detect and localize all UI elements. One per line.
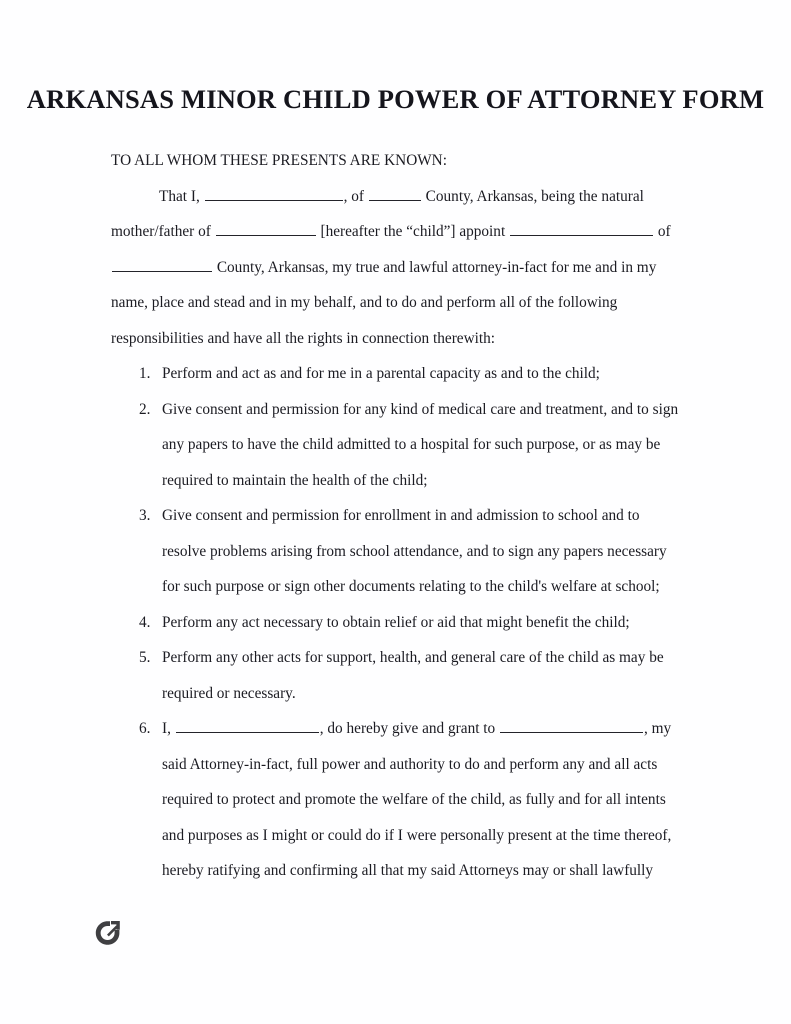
blank-county-2[interactable] [112,257,212,271]
preamble-segment-5: of [657,223,671,240]
clause-item-4 [111,605,681,641]
clause-text: Give consent and permission for any kind of medical care and treatment, and to sign any papers to have the child admitted to a hospital for such purpose, or as may be required to maintain the health of the child; [162,400,679,489]
document-body [111,143,681,889]
clause-text: Give consent and permission for enrollment in and admission to school and to resolve problems arising from school attendance, and to sign any papers necessary for such purpose or sign other documents relating to the child's welfare at school; [162,507,667,595]
clause-segment-1: I, [162,720,171,737]
clause-item-2 [111,392,681,499]
preamble-segment-6: County, Arkansas, my true and lawful attorney-in-fact for me and in my name, place and stead and in my behalf, and to do and perform all of the following responsibilities and have all the rights in connection therewith: [111,258,657,347]
clause-text: Perform any act necessary to obtain relief or aid that might benefit the child; [162,613,630,631]
blank-grantee-name[interactable] [500,719,643,733]
blank-child-name[interactable] [216,222,316,236]
preamble-segment-2: , of [343,187,365,205]
preamble-paragraph [111,179,681,357]
clause-list [111,356,681,889]
preamble-segment-1: That I, [159,187,200,205]
clause-segment-3: , my said Attorney-in-fact, full power and authority to do and perform any and all acts required to protect and promote the welfare of the child, as fully and for all intents and purposes as I might or could do if I were personally present at the time thereof, hereby ratifying and confirming all that my said Attorneys may or shall lawfully [162,720,672,879]
clause-item-1 [111,356,681,392]
preamble-segment-3: County, Arkansas, being the natural mother/father of [111,187,644,240]
blank-grantor-name[interactable] [176,719,319,733]
clause-item-6 [111,711,681,889]
blank-attorney-name[interactable] [510,222,653,236]
clause-segment-2: , do hereby give and grant to [319,720,496,737]
blank-county-1[interactable] [369,186,421,200]
clause-text: Perform and act as and for me in a parental capacity as and to the child; [162,365,600,382]
salutation-line: TO ALL WHOM THESE PRESENTS ARE KNOWN: [111,152,447,169]
blank-principal-name[interactable] [205,186,343,200]
preamble-segment-4: [hereafter the “child”] appoint [320,223,506,240]
clause-item-3 [111,498,681,605]
clause-item-5 [111,640,681,711]
page-title: ARKANSAS MINOR CHILD POWER OF ATTORNEY FORM [26,84,765,114]
clause-text: Perform any other acts for support, health, and general care of the child as may be required or necessary. [162,649,664,702]
circular-arrow-logo-icon[interactable] [93,918,123,948]
